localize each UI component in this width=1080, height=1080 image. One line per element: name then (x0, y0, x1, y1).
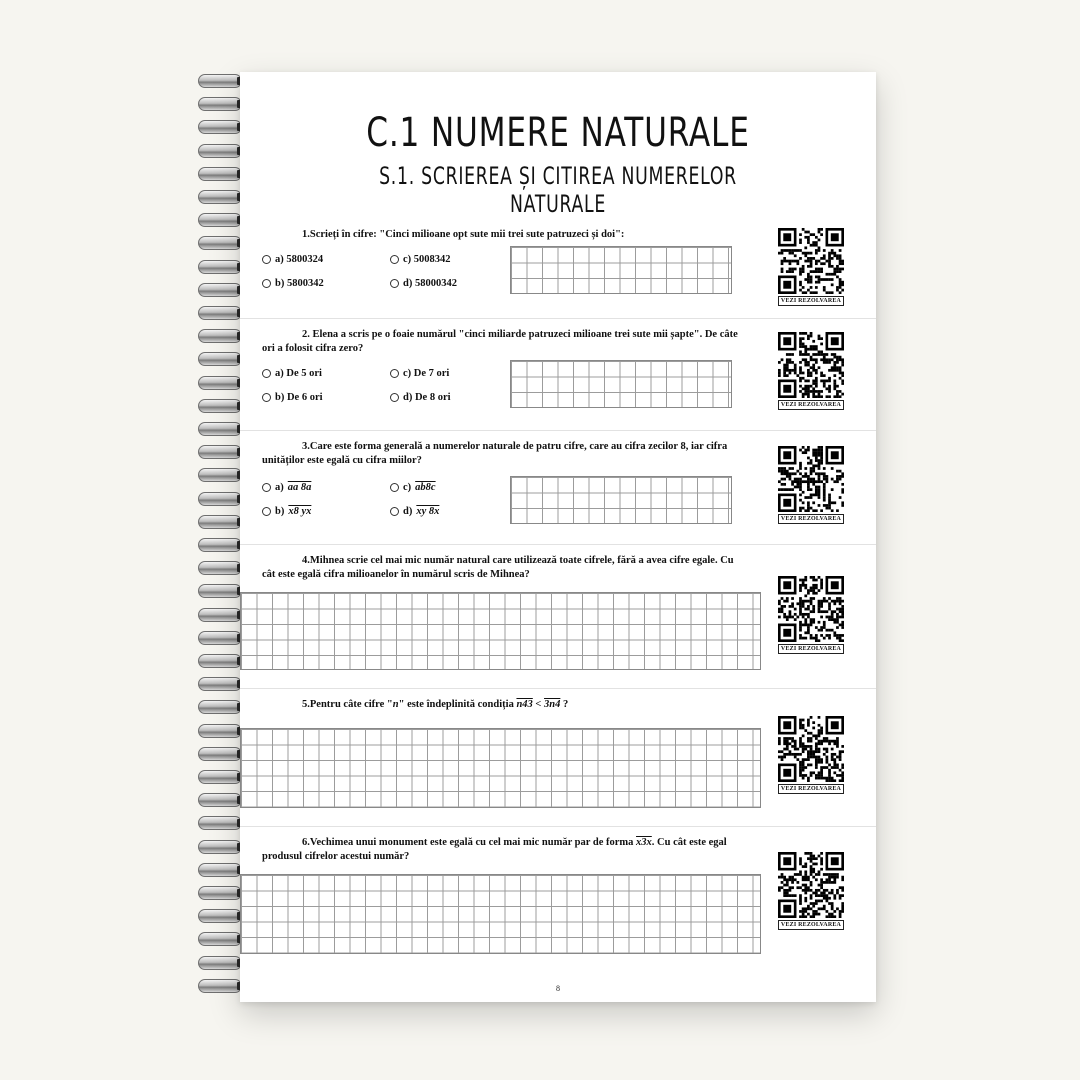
question-5-section (240, 688, 876, 827)
option-c[interactable]: c) De 7 ori (390, 368, 449, 379)
spiral-ring (198, 352, 242, 366)
qr-code-4[interactable] (778, 576, 844, 654)
radio-icon[interactable] (262, 255, 271, 264)
option-a[interactable]: a) aa 8a (262, 482, 311, 493)
option-c[interactable]: c) 5008342 (390, 254, 451, 265)
spiral-ring (198, 376, 242, 390)
option-a[interactable]: a) 5800324 (262, 254, 323, 265)
qr-label[interactable]: VEZI REZOLVAREA (778, 920, 844, 930)
page-subtitle: S.1. SCRIEREA ȘI CITIREA NUMERELOR NATURALE (379, 162, 737, 218)
question-5-text: 5.Pentru câte cifre "n" este îndeplinită condiția n43 < 3n4 ? (302, 699, 569, 710)
question-6-text: 6.Vechimea unui monument este egală cu cel mai mic număr par de forma x3x. Cu cât este egal produsul cifrelor acestui număr? (262, 837, 727, 862)
option-d[interactable]: d) xy 8x (390, 506, 439, 517)
question-3-section (240, 430, 876, 545)
spiral-ring (198, 608, 242, 622)
spiral-ring (198, 97, 242, 111)
spiral-ring (198, 306, 242, 320)
radio-icon[interactable] (262, 279, 271, 288)
option-b[interactable]: b) 5800342 (262, 278, 324, 289)
spiral-ring (198, 422, 242, 436)
spiral-ring (198, 283, 242, 297)
spiral-ring (198, 492, 242, 506)
radio-icon[interactable] (262, 369, 271, 378)
qr-code-2[interactable] (778, 332, 844, 410)
spiral-ring (198, 654, 242, 668)
spiral-ring (198, 74, 242, 88)
spiral-ring (198, 770, 242, 784)
spiral-ring (198, 538, 242, 552)
spiral-ring (198, 445, 242, 459)
spiral-ring (198, 677, 242, 691)
qr-label[interactable]: VEZI REZOLVAREA (778, 644, 844, 654)
question-2-text: 2. Elena a scris pe o foaie numărul "cinci miliarde patruzeci milioane trei sute mii șapte". De câte ori a folosit cifra zero? (262, 329, 738, 354)
option-b[interactable]: b) x8 yx (262, 506, 311, 517)
question-4-text: 4.Mihnea scrie cel mai mic număr natural care utilizează toate cifrele, fără a avea cifre egale. Cu cât este egală cifra milioanelor în numărul scris de Mihnea? (262, 555, 734, 580)
option-b[interactable]: b) De 6 ori (262, 392, 323, 403)
question-6-section (240, 826, 876, 966)
spiral-ring (198, 190, 242, 204)
qr-code-icon (778, 332, 844, 398)
spiral-ring (198, 329, 242, 343)
qr-code-icon (778, 446, 844, 512)
answer-grid[interactable] (510, 476, 732, 524)
spiral-ring (198, 793, 242, 807)
spiral-ring (198, 909, 242, 923)
spiral-ring (198, 979, 242, 993)
radio-icon[interactable] (390, 369, 399, 378)
qr-label[interactable]: VEZI REZOLVAREA (778, 400, 844, 410)
spiral-ring (198, 816, 242, 830)
spiral-ring (198, 515, 242, 529)
page-title: C.1 NUMERE NATURALE (366, 110, 750, 156)
qr-label[interactable]: VEZI REZOLVAREA (778, 514, 844, 524)
question-4-section (240, 544, 876, 689)
answer-grid[interactable] (510, 360, 732, 408)
qr-code-icon (778, 228, 844, 294)
spiral-ring (198, 167, 242, 181)
radio-icon[interactable] (262, 507, 271, 516)
spiral-ring (198, 399, 242, 413)
qr-code-3[interactable] (778, 446, 844, 524)
radio-icon[interactable] (390, 255, 399, 264)
qr-code-icon (778, 716, 844, 782)
spiral-ring (198, 886, 242, 900)
spiral-ring (198, 747, 242, 761)
qr-code-icon (778, 852, 844, 918)
qr-code-icon (778, 576, 844, 642)
radio-icon[interactable] (390, 393, 399, 402)
radio-icon[interactable] (262, 393, 271, 402)
spiral-ring (198, 932, 242, 946)
radio-icon[interactable] (262, 483, 271, 492)
answer-grid[interactable] (240, 728, 761, 808)
radio-icon[interactable] (390, 279, 399, 288)
qr-label[interactable]: VEZI REZOLVAREA (778, 784, 844, 794)
answer-grid[interactable] (240, 874, 761, 954)
question-2-section (240, 318, 876, 431)
spiral-ring (198, 561, 242, 575)
qr-code-1[interactable] (778, 228, 844, 306)
spiral-ring (198, 631, 242, 645)
radio-icon[interactable] (390, 483, 399, 492)
question-1-section (240, 222, 876, 319)
radio-icon[interactable] (390, 507, 399, 516)
spiral-ring (198, 724, 242, 738)
option-d[interactable]: d) 58000342 (390, 278, 457, 289)
answer-grid[interactable] (510, 246, 732, 294)
question-1-text: 1.Scrieți în cifre: "Cinci milioane opt sute mii trei sute patruzeci și doi": (302, 229, 625, 240)
option-d[interactable]: d) De 8 ori (390, 392, 451, 403)
spiral-ring (198, 120, 242, 134)
spiral-ring (198, 468, 242, 482)
spiral-ring (198, 236, 242, 250)
workbook-page (240, 72, 876, 1002)
answer-grid[interactable] (240, 592, 761, 670)
spiral-ring (198, 863, 242, 877)
spiral-ring (198, 144, 242, 158)
spiral-ring (198, 700, 242, 714)
spiral-ring (198, 956, 242, 970)
qr-code-6[interactable] (778, 852, 844, 930)
qr-code-5[interactable] (778, 716, 844, 794)
spiral-ring (198, 584, 242, 598)
page-number: 8 (556, 984, 560, 993)
spiral-ring (198, 840, 242, 854)
spiral-ring (198, 213, 242, 227)
qr-label[interactable]: VEZI REZOLVAREA (778, 296, 844, 306)
option-c[interactable]: c) ab8c (390, 482, 436, 493)
question-3-text: 3.Care este forma generală a numerelor naturale de patru cifre, care au cifra zecilor 8, iar cifra unităților este egală cu cifra miilor? (262, 441, 728, 466)
spiral-ring (198, 260, 242, 274)
option-a[interactable]: a) De 5 ori (262, 368, 322, 379)
